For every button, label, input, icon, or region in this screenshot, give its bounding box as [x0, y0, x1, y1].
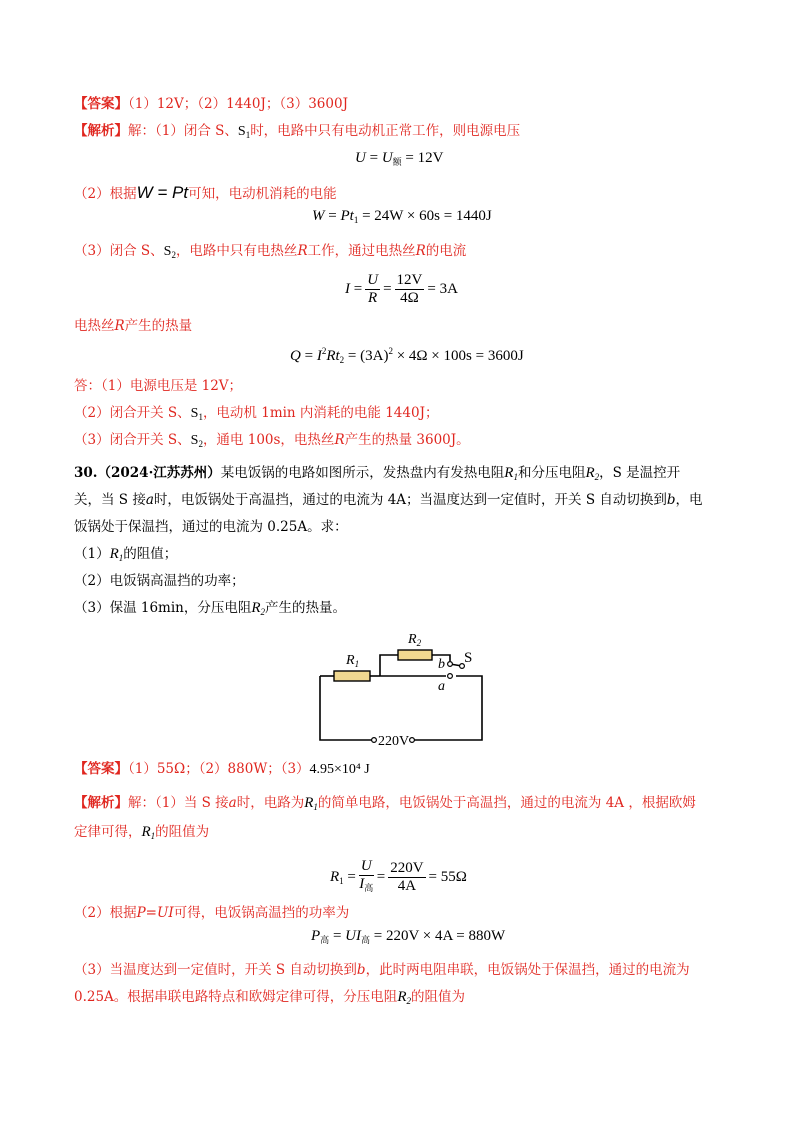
analysis-line-b1: [74, 793, 696, 817]
question-text: ，电: [675, 492, 703, 508]
question-text: ，S 是温控开: [599, 465, 681, 481]
equation-voltage: $U = U_额 = 12V$: [355, 150, 444, 167]
question-number: 30.: [74, 465, 98, 481]
answer-line-2: [74, 759, 370, 780]
label-a: a: [438, 679, 445, 694]
analysis-text: （3）当温度达到一定值时，开关 S 自动切换到: [74, 962, 357, 978]
analysis-line-3: [74, 241, 466, 265]
var-r1: $R_1$: [109, 546, 124, 563]
formula-p-ui: P=UI: [136, 905, 174, 921]
formula-w-pt: W = Pt: [136, 183, 189, 202]
label-r2: $R_2$: [408, 632, 422, 648]
conclusion-line-1: [74, 376, 242, 396]
analysis-text: （3）闭合 S、: [74, 243, 164, 259]
equation-heat: $Q = I^2Rt_2 = (3A)^2 \times 4\Omega \times 100s = 3600J$: [290, 346, 524, 365]
analysis-text: 可知，电动机消耗的电能: [188, 186, 337, 202]
question-30-sub-3: [74, 598, 346, 622]
terminal-b: [448, 662, 453, 667]
analysis-line-4: [74, 316, 192, 336]
sub-question-text: 产生的热量。: [265, 600, 347, 616]
conclusion-text: 产生的热量 3600J。: [344, 432, 470, 448]
var-r1: $R_1$: [504, 465, 518, 482]
analysis-text: 的阻值为: [155, 824, 210, 840]
analysis-line-b3: [74, 903, 349, 923]
analysis-text: 可得，电饭锅高温挡的功率为: [173, 905, 350, 921]
equation-power: $P_高 = UI_高 = 220V \times 4A = 880W$: [311, 928, 506, 945]
conclusion-line-3: [74, 430, 470, 454]
analysis-line-2: [74, 183, 337, 204]
answer-tag: 【答案】: [74, 96, 128, 112]
analysis-line-b2: [74, 822, 209, 846]
sub-question-text: 的阻值；: [123, 546, 178, 562]
analysis-text: 工作，通过电热丝: [307, 243, 416, 259]
analysis-text: 0.25A。根据串联电路特点和欧姆定律可得，分压电阻: [74, 989, 398, 1005]
var-s2: $S_2$: [190, 433, 203, 449]
source-terminal-left: [372, 738, 377, 743]
var-r1: $R_1$: [141, 824, 156, 841]
var-s1: $S_1$: [190, 406, 203, 422]
circuit-diagram: [310, 628, 500, 752]
analysis-text: 的阻值为: [410, 989, 465, 1005]
var-s1: $S_1$: [237, 124, 251, 140]
wire-right-bottom: [412, 676, 482, 740]
conclusion-text: ，通电 100s，电热丝: [202, 432, 335, 448]
label-s: S: [464, 650, 473, 666]
var-a: a: [228, 795, 237, 811]
equation-r1: $R_1$ = $\frac{U}{I_高}$ = $\frac{220V}{4A}$ = 55Ω: [330, 858, 467, 894]
question-30-line-2: [74, 490, 703, 510]
answer-line-1: [74, 94, 348, 114]
var-r2: $R_2$: [585, 465, 600, 482]
resistor-r1: [334, 671, 370, 681]
resistor-r2: [398, 650, 432, 660]
analysis-text: ，电路中只有电热丝: [175, 243, 298, 259]
var-r2: $R_2$: [397, 989, 411, 1006]
analysis-text: （2）根据: [74, 905, 137, 921]
question-text: 时，电饭锅处于高温挡，通过的电流为 4A；当温度达到一定值时，开关 S 自动切换到: [153, 492, 667, 508]
question-source: （2024·江苏苏州）: [97, 465, 221, 481]
var-b: b: [356, 962, 366, 978]
answer-tag: 【答案】: [74, 761, 128, 777]
var-r: R: [297, 243, 308, 259]
var-a: a: [145, 492, 154, 508]
conclusion-text: （3）闭合开关 S、: [74, 432, 191, 448]
analysis-text: （2）根据: [74, 186, 137, 202]
conclusion-text: ，电动机 1min 内消耗的电能 1440J；: [202, 405, 439, 421]
analysis-line-b5: [74, 987, 465, 1011]
analysis-tag: 【解析】: [74, 795, 128, 811]
analysis-text: 解：（1）当 S 接: [128, 795, 229, 811]
analysis-line-b4: [74, 960, 690, 980]
label-b: b: [438, 657, 445, 672]
answer-text: （1）12V；（2）1440J；（3）3600J: [128, 96, 348, 112]
var-b: b: [666, 492, 676, 508]
var-r: R: [415, 243, 426, 259]
question-30-sub-2: [74, 571, 245, 591]
var-r: R: [334, 432, 345, 448]
analysis-line-1: [74, 121, 520, 145]
conclusion-text: （2）闭合开关 S、: [74, 405, 191, 421]
question-30-line-1: [74, 463, 680, 487]
equation-current: I = $\frac{U}{R}$ = $\frac{12V}{4\Omega}$ = 3A: [345, 272, 458, 306]
terminal-a: [448, 674, 453, 679]
analysis-text: 定律可得，: [74, 824, 142, 840]
question-30-sub-1: [74, 544, 177, 568]
conclusion-tag: 答：: [74, 378, 101, 394]
sub-question-text: （2）电饭锅高温挡的功率；: [74, 573, 245, 589]
analysis-text: 时，电路中只有电动机正常工作，则电源电压: [250, 123, 521, 139]
var-r1: $R_1$: [304, 795, 318, 812]
label-source: 220V: [378, 734, 410, 749]
answer-scientific: 4.95×10⁴ J: [309, 762, 370, 777]
analysis-text: 产生的热量: [124, 318, 193, 334]
analysis-text: ，此时两电阻串联，电饭锅处于保温挡，通过的电流为: [365, 962, 690, 978]
answer-text: （1）55Ω；（2）880W；（3）: [128, 761, 310, 777]
var-r: R: [114, 318, 125, 334]
wire-left-bottom: [320, 676, 372, 740]
var-s2: $S_2$: [163, 244, 176, 260]
source-terminal-right: [410, 738, 415, 743]
analysis-tag: 【解析】: [74, 123, 128, 139]
analysis-text: 的电流: [425, 243, 467, 259]
question-text: 饭锅处于保温挡，通过的电流为 0.25A。求：: [74, 519, 348, 535]
conclusion-line-2: [74, 403, 438, 427]
conclusion-text: （1）电源电压是 12V；: [101, 378, 243, 394]
analysis-text: 的简单电路，电饭锅处于高温挡，通过的电流为 4A ，根据欧姆: [317, 795, 696, 811]
analysis-text: 解：（1）闭合 S、: [128, 123, 238, 139]
analysis-text: 时，电路为: [236, 795, 305, 811]
analysis-text: 电热丝: [74, 318, 115, 334]
sub-question-number: （1）: [74, 546, 110, 562]
equation-energy: $W = Pt_1 = 24W \times 60s = 1440J$: [312, 208, 492, 225]
question-30-line-3: [74, 517, 348, 537]
question-text: 关，当 S 接: [74, 492, 146, 508]
question-text: 某电饭锅的电路如图所示，发热盘内有发热电阻: [220, 465, 505, 481]
sub-question-text: （3）保温 16min，分压电阻: [74, 600, 252, 616]
question-text: 和分压电阻: [517, 465, 586, 481]
label-r1: $R_1$: [346, 653, 360, 669]
var-r2: $R_2$: [251, 600, 266, 617]
